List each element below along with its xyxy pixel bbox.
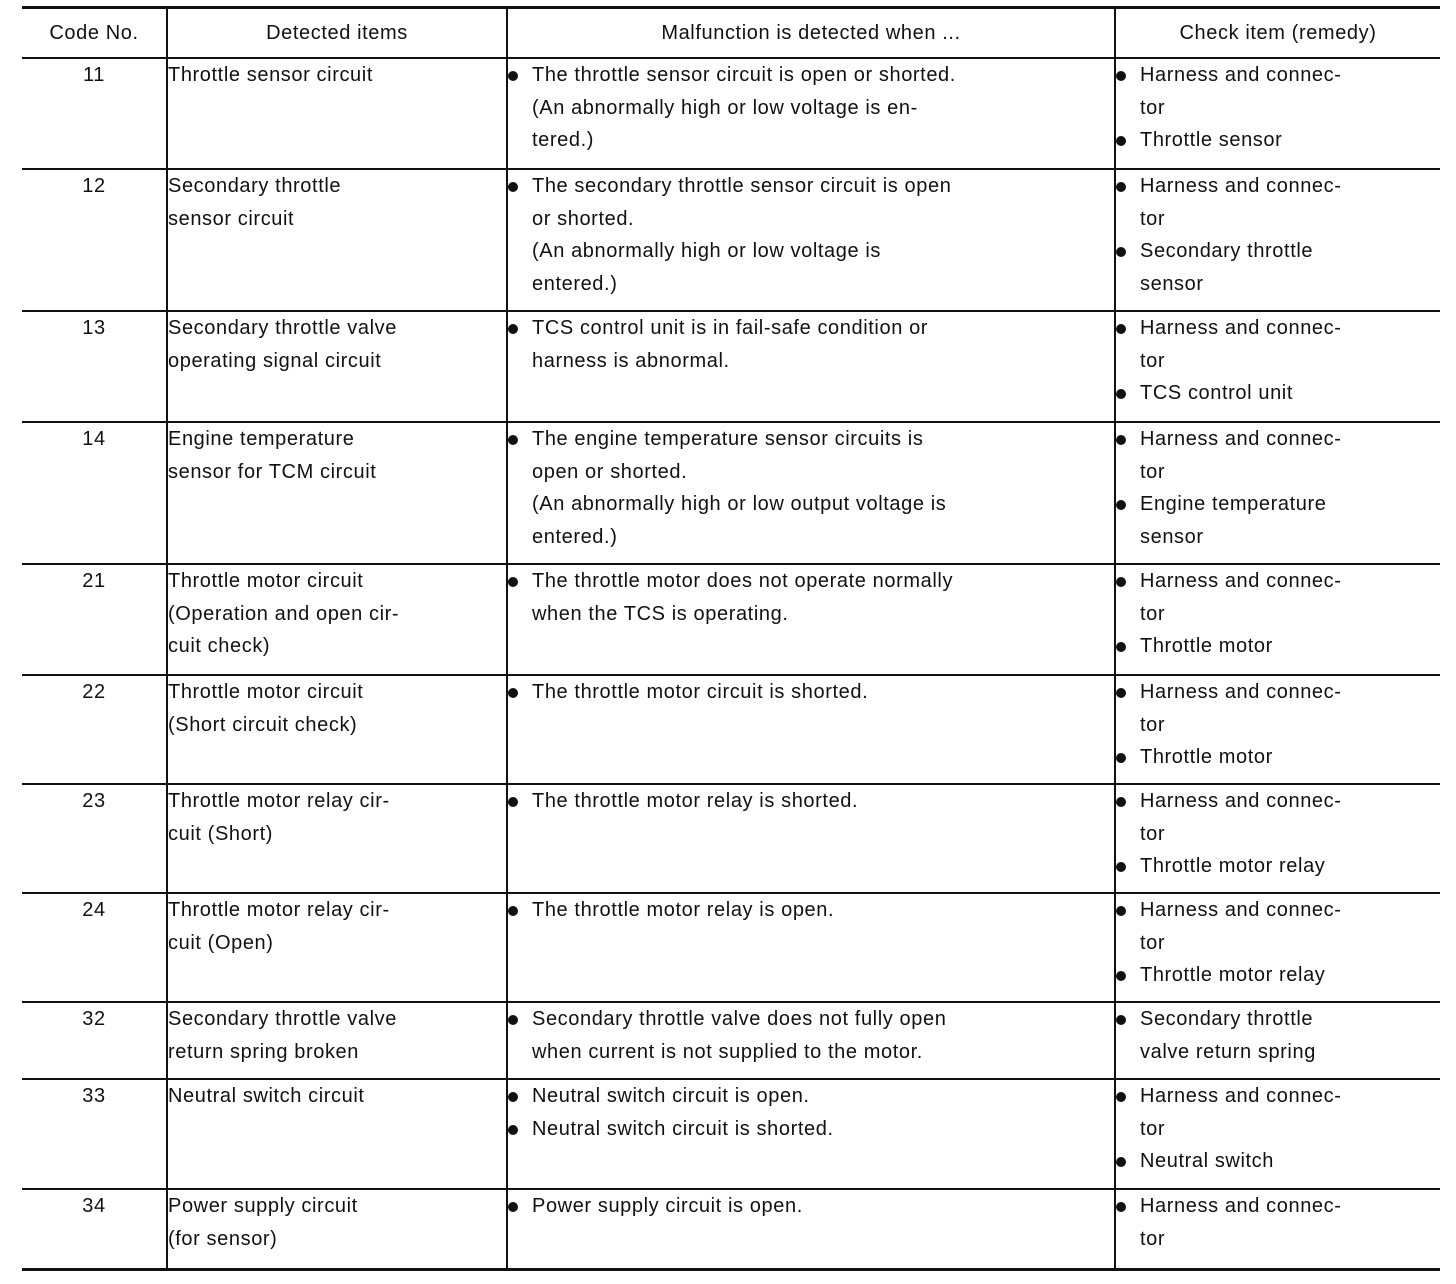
table-row xyxy=(22,893,1440,1002)
detected-item xyxy=(167,1079,507,1189)
check-bullet: Harness and connec- tor xyxy=(1116,676,1440,741)
check-item xyxy=(1115,58,1440,169)
check-bullet: Engine temperature sensor xyxy=(1116,488,1440,553)
check-item xyxy=(1115,893,1440,1002)
detected-item xyxy=(167,58,507,169)
check-bullet: Harness and connec- tor xyxy=(1116,59,1440,124)
table-row xyxy=(22,169,1440,311)
malfunction-bullet: Neutral switch circuit is open. xyxy=(508,1080,1114,1113)
code-number: 22 xyxy=(22,675,167,784)
malfunction-note: (An abnormally high or low output voltage is entered.) xyxy=(532,493,947,548)
check-item xyxy=(1115,1002,1440,1079)
code-number: 24 xyxy=(22,893,167,1002)
malfunction-note: (An abnormally high or low voltage is entered.) xyxy=(532,240,882,295)
trouble-code-table xyxy=(22,6,1440,1271)
detected-item-text: Throttle sensor circuit xyxy=(168,64,373,86)
detected-item-text: Throttle motor relay cir- cuit (Short) xyxy=(168,790,390,845)
code-number: 21 xyxy=(22,564,167,675)
check-list xyxy=(1116,170,1440,300)
table-row xyxy=(22,784,1440,893)
malfunction-list xyxy=(508,1003,1114,1068)
code-number: 12 xyxy=(22,169,167,311)
malfunction-condition xyxy=(507,169,1115,311)
detected-item-text: Throttle motor circuit (Operation and open cir- cuit check) xyxy=(168,570,400,658)
detected-item xyxy=(167,675,507,784)
malfunction-list xyxy=(508,1080,1114,1145)
table-row xyxy=(22,564,1440,675)
code-number: 13 xyxy=(22,311,167,422)
check-item xyxy=(1115,169,1440,311)
detected-item xyxy=(167,784,507,893)
header-malfunction: Malfunction is detected when ... xyxy=(507,8,1115,59)
malfunction-list xyxy=(508,170,1114,235)
malfunction-list xyxy=(508,59,1114,92)
table-row xyxy=(22,1079,1440,1189)
table-row xyxy=(22,422,1440,564)
check-item xyxy=(1115,564,1440,675)
header-code-no: Code No. xyxy=(22,8,167,59)
malfunction-list xyxy=(508,312,1114,377)
malfunction-condition xyxy=(507,893,1115,1002)
malfunction-bullet: The throttle motor does not operate normally when the TCS is operating. xyxy=(508,565,1114,630)
check-item xyxy=(1115,311,1440,422)
check-item xyxy=(1115,422,1440,564)
check-bullet: Harness and connec- tor xyxy=(1116,423,1440,488)
malfunction-list xyxy=(508,565,1114,630)
check-item xyxy=(1115,1079,1440,1189)
table-body xyxy=(22,58,1440,1269)
detected-item xyxy=(167,564,507,675)
malfunction-bullet: The throttle motor relay is open. xyxy=(508,894,1114,927)
check-bullet: Throttle motor xyxy=(1116,630,1440,663)
malfunction-bullet: The throttle sensor circuit is open or shorted. xyxy=(508,59,1114,92)
diagnostic-table-sheet xyxy=(22,6,1440,1271)
detected-item-text: Power supply circuit (for sensor) xyxy=(168,1195,358,1250)
code-number: 14 xyxy=(22,422,167,564)
malfunction-bullet: Neutral switch circuit is shorted. xyxy=(508,1113,1114,1146)
malfunction-bullet: Power supply circuit is open. xyxy=(508,1190,1114,1223)
check-list xyxy=(1116,312,1440,410)
malfunction-condition xyxy=(507,1002,1115,1079)
malfunction-condition xyxy=(507,58,1115,169)
header-detected-items: Detected items xyxy=(167,8,507,59)
malfunction-condition xyxy=(507,422,1115,564)
detected-item-text: Secondary throttle valve return spring broken xyxy=(168,1008,397,1063)
check-bullet: Harness and connec- tor xyxy=(1116,170,1440,235)
malfunction-condition xyxy=(507,1079,1115,1189)
check-bullet: Throttle motor xyxy=(1116,741,1440,774)
detected-item-text: Engine temperature sensor for TCM circuit xyxy=(168,428,377,483)
detected-item-text: Neutral switch circuit xyxy=(168,1085,365,1107)
check-bullet: Harness and connec- tor xyxy=(1116,1080,1440,1145)
detected-item-text: Secondary throttle valve operating signal circuit xyxy=(168,317,397,372)
check-bullet: Secondary throttle valve return spring xyxy=(1116,1003,1440,1068)
malfunction-list xyxy=(508,423,1114,488)
header-check-item: Check item (remedy) xyxy=(1115,8,1440,59)
table-row xyxy=(22,1002,1440,1079)
malfunction-condition xyxy=(507,1189,1115,1269)
check-bullet: Harness and connec- tor xyxy=(1116,785,1440,850)
table-row xyxy=(22,675,1440,784)
check-list xyxy=(1116,1003,1440,1068)
detected-item-text: Secondary throttle sensor circuit xyxy=(168,175,342,230)
check-list xyxy=(1116,785,1440,883)
detected-item-text: Throttle motor circuit (Short circuit check) xyxy=(168,681,364,736)
detected-item xyxy=(167,1002,507,1079)
code-number: 32 xyxy=(22,1002,167,1079)
code-number: 33 xyxy=(22,1079,167,1189)
check-item xyxy=(1115,1189,1440,1269)
check-bullet: Throttle motor relay xyxy=(1116,959,1440,992)
detected-item xyxy=(167,422,507,564)
detected-item-text: Throttle motor relay cir- cuit (Open) xyxy=(168,899,390,954)
check-list xyxy=(1116,894,1440,992)
check-list xyxy=(1116,59,1440,157)
check-list xyxy=(1116,423,1440,553)
header-row xyxy=(22,8,1440,59)
code-number: 34 xyxy=(22,1189,167,1269)
malfunction-list xyxy=(508,894,1114,927)
malfunction-note: (An abnormally high or low voltage is en- tered.) xyxy=(532,96,918,152)
code-number: 23 xyxy=(22,784,167,893)
table-row xyxy=(22,58,1440,169)
check-bullet: Harness and connec- tor xyxy=(1116,1190,1440,1255)
malfunction-bullet: The secondary throttle sensor circuit is open or shorted. xyxy=(508,170,1114,235)
check-bullet: Harness and connec- tor xyxy=(1116,312,1440,377)
check-item xyxy=(1115,675,1440,784)
malfunction-condition xyxy=(507,311,1115,422)
check-bullet: Throttle motor relay xyxy=(1116,850,1440,883)
malfunction-bullet: The engine temperature sensor circuits is open or shorted. xyxy=(508,423,1114,488)
check-bullet: Harness and connec- tor xyxy=(1116,894,1440,959)
malfunction-list xyxy=(508,676,1114,709)
check-list xyxy=(1116,1190,1440,1255)
malfunction-bullet: The throttle motor relay is shorted. xyxy=(508,785,1114,818)
check-list xyxy=(1116,676,1440,774)
detected-item xyxy=(167,1189,507,1269)
code-number: 11 xyxy=(22,58,167,169)
check-item xyxy=(1115,784,1440,893)
malfunction-condition xyxy=(507,784,1115,893)
detected-item xyxy=(167,311,507,422)
check-bullet: TCS control unit xyxy=(1116,377,1440,410)
table-row xyxy=(22,311,1440,422)
check-list xyxy=(1116,565,1440,663)
check-list xyxy=(1116,1080,1440,1178)
malfunction-list xyxy=(508,785,1114,818)
malfunction-condition xyxy=(507,675,1115,784)
malfunction-bullet: The throttle motor circuit is shorted. xyxy=(508,676,1114,709)
check-bullet: Secondary throttle sensor xyxy=(1116,235,1440,300)
malfunction-bullet: TCS control unit is in fail-safe condition or harness is abnormal. xyxy=(508,312,1114,377)
check-bullet: Neutral switch xyxy=(1116,1145,1440,1178)
malfunction-condition xyxy=(507,564,1115,675)
detected-item xyxy=(167,169,507,311)
malfunction-bullet: Secondary throttle valve does not fully open when current is not supplied to the motor. xyxy=(508,1003,1114,1068)
table-row xyxy=(22,1189,1440,1269)
malfunction-list xyxy=(508,1190,1114,1223)
check-bullet: Harness and connec- tor xyxy=(1116,565,1440,630)
detected-item xyxy=(167,893,507,1002)
check-bullet: Throttle sensor xyxy=(1116,124,1440,157)
